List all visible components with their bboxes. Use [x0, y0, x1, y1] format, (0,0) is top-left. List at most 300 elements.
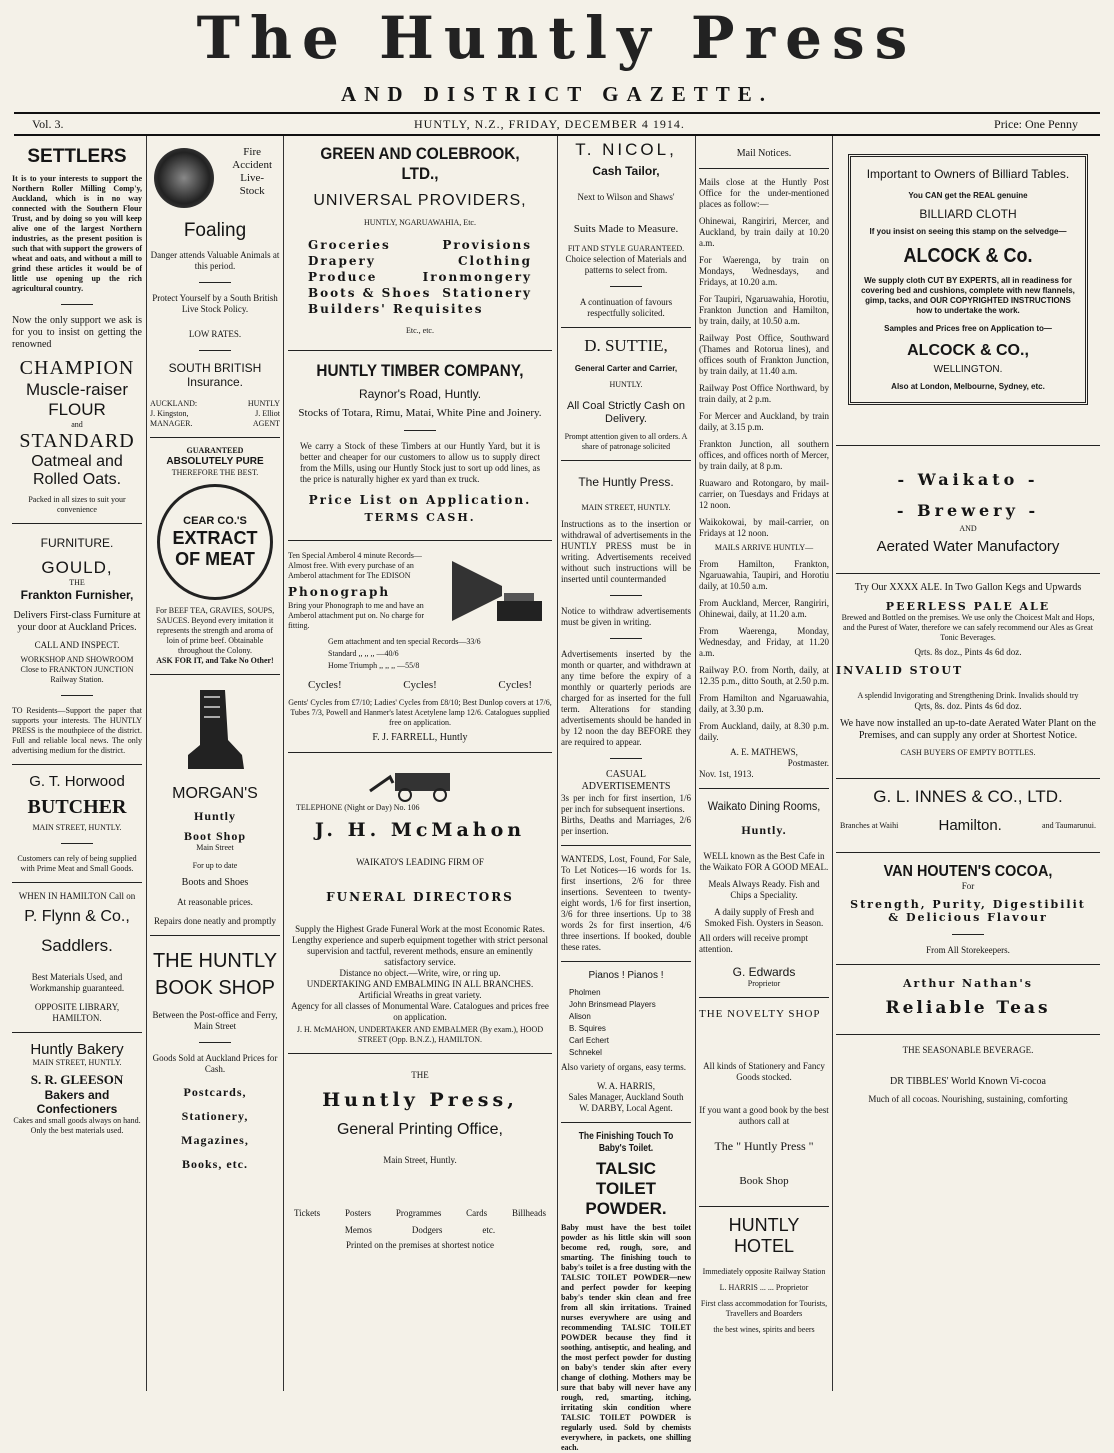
books-heading: Books, etc.: [182, 1157, 248, 1171]
samples-text: Samples and Prices free on Application to—: [884, 324, 1052, 333]
piano-list: [569, 988, 683, 1058]
divider: [699, 1206, 829, 1207]
divider: [61, 695, 93, 696]
masthead: [0, 0, 1114, 112]
uptodate-text: For up to date: [192, 861, 238, 870]
stationery-kinds: All kinds of Stationery and Fancy Goods stocked.: [703, 1061, 825, 1082]
darby-name: W. DARBY, Local Agent.: [579, 1103, 673, 1113]
rolled-oats-heading: Rolled Oats.: [32, 471, 122, 488]
van-houten-heading: VAN HOUTEN'S COCOA,: [883, 863, 1053, 880]
home-price: Home Triumph ,, ,, ,, —55/8: [328, 661, 420, 670]
volume-number: Vol. 3.: [32, 117, 64, 131]
column-rule: [146, 136, 147, 1391]
xxxx-ale-text: Try Our XXXX ALE. In Two Gallon Kegs and Upwards: [854, 582, 1082, 593]
produce-label: Produce: [308, 270, 378, 284]
waikato-heading: - Waikato -: [897, 470, 1039, 489]
brewery-heading: - Brewery -: [896, 501, 1040, 520]
well-known-text: WELL known as the Best Cafe in the Waikato FOR A GOOD MEAL.: [699, 851, 829, 872]
hearse-icon: [365, 763, 475, 803]
reliable-teas: Reliable Teas: [885, 998, 1051, 1018]
funeral-directors: FUNERAL DIRECTORS: [326, 890, 514, 904]
logo-line-3: OF MEAT: [175, 548, 255, 569]
divider: [150, 674, 280, 675]
bakers-heading: Bakers and: [44, 1088, 110, 1102]
inserted-text: Advertisements inserted by the month or quarter, and withdrawn at any time before the expiry of a monthly or quarterly periods are charged for as inserted for the full term. Alterations for standing advertisements should be handed in by 12 noon the day BEFORE they are required to appear.: [561, 649, 691, 747]
splendid-text: A splendid Invigorating and Strengthening Drink. Invalids should try: [857, 691, 1079, 700]
divider: [561, 327, 691, 328]
column-6: [836, 136, 1100, 1391]
divider: [12, 764, 142, 765]
coal-text: All Coal Strictly Cash on Delivery.: [567, 400, 685, 425]
aerated-heading: Aerated Water Manufactory: [876, 538, 1060, 555]
telephone-text: TELEPHONE (Night or Day) No. 106: [296, 803, 420, 812]
novelty-heading: THE NOVELTY SHOP: [699, 1008, 821, 1020]
price-list: Price List on Application.: [308, 493, 532, 507]
arrival-entry: From Auckland, daily, at 8.30 p.m. daily.: [699, 721, 829, 742]
mail-entry: Waikokowai, by mail-carrier, on Fridays at 12 noon.: [699, 517, 829, 538]
divider: [199, 282, 231, 283]
orders-text: All orders will receive prompt attention.: [699, 933, 808, 954]
when-in-hamilton: WHEN IN HAMILTON Call on: [18, 891, 136, 901]
divider: [150, 437, 280, 438]
phonograph-ad: [288, 551, 552, 631]
gould-heading: GOULD,: [41, 558, 113, 577]
arrival-entry: From Auckland, Mercer, Rangiriri, Ohinewai, daily, at 11.20 a.m.: [699, 598, 829, 619]
gleeson-heading: S. R. GLEESON: [30, 1072, 124, 1087]
morgan-huntly: Huntly: [193, 809, 236, 823]
the-huntly-heading: THE HUNTLY: [152, 950, 278, 972]
column-4: [561, 136, 691, 1452]
mail-entry: Frankton Junction, all southern offices, and offices north of Mercer, by train daily, at 8 p.m.: [699, 439, 829, 471]
universal-providers: UNIVERSAL PROVIDERS,: [313, 192, 527, 209]
column-3: [288, 136, 552, 1391]
divider: [288, 540, 552, 541]
carter-text: General Carter and Carrier,: [574, 364, 678, 373]
divider: [836, 573, 1100, 574]
hotel-accommodation: First class accommodation for Tourists, Travellers and Boarders: [700, 1299, 828, 1318]
delivers-text: Delivers First-class Furniture at your door at Auckland Prices.: [13, 610, 141, 633]
divider: [199, 1042, 231, 1043]
standard-price: Standard ,, ,, ,, —40/6: [328, 649, 399, 658]
book-shop-label: Book Shop: [739, 1175, 789, 1187]
reasonable-text: At reasonable prices.: [177, 897, 253, 907]
huntly-press-heading: Huntly Press,: [322, 1089, 518, 1111]
cards-label: Cards: [466, 1208, 488, 1218]
arrival-entry: From Hamilton and Ngaruawahia, daily, at 3.30 p.m.: [699, 693, 829, 714]
mail-heading: Mail Notices.: [736, 148, 792, 159]
next-to-text: Next to Wilson and Shaws': [577, 192, 675, 202]
divider: [61, 843, 93, 844]
cakes-text: Cakes and small goods always on hand. Only the best materials used.: [13, 1116, 141, 1135]
fish-supply: A daily supply of Fresh and Smoked Fish. Oysters in Season.: [704, 907, 824, 928]
ironmongery-label: Ironmongery: [422, 270, 532, 284]
divider: [404, 430, 436, 431]
divider: [952, 934, 984, 935]
cocoa-description: Much of all cocoas. Nourishing, sustaining, comforting: [868, 1094, 1068, 1104]
dining-huntly: Huntly.: [741, 823, 787, 837]
gem-price: Gem attachment and ten special Records—33/6: [328, 637, 481, 646]
distance-text: Distance no object.—Write, wire, or ring up.: [339, 968, 501, 978]
mail-entry: For Waerenga, by train on Mondays, Wednesdays, and Fridays, at 10.20 a.m.: [699, 255, 829, 287]
dateline-bar: [14, 112, 1100, 136]
empty-bottles: CASH BUYERS OF EMPTY BOTTLES.: [900, 748, 1036, 757]
casual-heading: CASUAL ADVERTISEMENTS: [581, 769, 671, 792]
printing-services-row-1: [294, 1208, 546, 1219]
piano-item: B. Squires: [569, 1024, 606, 1033]
supply-text: Supply the Highest Grade Funeral Work at the most Economic Rates.: [295, 924, 545, 934]
divider: [561, 961, 691, 962]
mails-close: Mails close at the Huntly Post Office for the under-mentioned places as follow:—: [699, 177, 829, 209]
issue-date: HUNTLY, N.Z., FRIDAY, DECEMBER 4 1914.: [414, 117, 685, 131]
arrive-heading: MAILS ARRIVE HUNTLY—: [714, 543, 814, 552]
variety-text: Also variety of organs, easy terms.: [561, 1062, 687, 1072]
seasonable-beverage: THE SEASONABLE BEVERAGE.: [902, 1045, 1034, 1055]
column-rule: [557, 136, 558, 1391]
muscle-raiser-heading: Muscle-raiser: [25, 380, 129, 399]
press-heading: The Huntly Press.: [578, 475, 674, 489]
mathews-name: A. E. MATHEWS,: [730, 747, 798, 757]
amberol-text: Ten Special Amberol 4 minute Records—Almost free. With every purchase of an Amberol attachment for The EDISON: [288, 551, 422, 580]
boot-icon: [180, 685, 250, 775]
divider: [12, 523, 142, 524]
agency-text: Agency for all classes of Monumental Ware. Catalogues and prices free on application.: [291, 1001, 549, 1022]
divider: [12, 882, 142, 883]
divider: [836, 445, 1100, 446]
divider: [699, 788, 829, 789]
also-at-text: Also at London, Melbourne, Sydney, etc.: [891, 382, 1045, 391]
south-british-heading: SOUTH BRITISH: [168, 361, 262, 375]
price: Price: One Penny: [994, 117, 1078, 131]
insist-text: If you insist on seeing this stamp on the selvedge—: [869, 227, 1067, 236]
printing-address: Main Street, Huntly.: [383, 1155, 457, 1165]
divider: [610, 638, 642, 639]
baby-text: Baby must have the best toilet powder as his little skin will soon become red, rough, sore, and smarting. The finishing touch to baby's toilet is a free dusting with the TALSIC TOILET POWDER—new and perfect powder for keeping baby's tender skin clean and free from all skin irritations. Trained nurses everywhere are using and recommending TALSIC TOILET POWDER because they find it soothing, antiseptic, and healing, and the most perfect powder for dusting on baby's tender skin after every change of clothing. Mothers may be sure that baby will never have any rough, red, smarting, itching, irritating skin condition where TALSIC TOILET POWDER is regularly used. Sold by chemists everywhere, in packets, one shilling each.: [561, 1223, 691, 1452]
etc-text: Etc., etc.: [406, 326, 434, 335]
logo-line-2: EXTRACT: [172, 527, 258, 548]
printing-office: General Printing Office,: [336, 1121, 503, 1138]
qrts-price: Qrts. 8s doz., Pints 4s 6d doz.: [914, 647, 1022, 657]
furniture-heading: FURNITURE.: [40, 536, 114, 550]
agent-label: AGENT: [252, 419, 280, 428]
extract-of-meat-logo: [157, 484, 273, 600]
huntly-label: HUNTLY: [247, 399, 280, 408]
piano-item: Schnekel: [569, 1048, 602, 1057]
bakery-heading: Huntly Bakery: [30, 1041, 124, 1058]
meals-text: Meals Always Ready. Fish and Chips a Speciality.: [708, 879, 820, 900]
hotel-proprietor: L. HARRIS ... ... Proprietor: [719, 1283, 809, 1292]
mail-entry: For Taupiri, Ngaruawahia, Horotiu, Frankton Junction and Hamilton, by train, daily, at 10.50 a.m.: [699, 294, 829, 326]
horwood-heading: G. T. Horwood: [29, 773, 125, 790]
phonograph-icon: [442, 551, 552, 631]
lengthy-text: Lengthy experience and superb equipment together with strict personal supervision and tactful, reverent methods, ensure an eminently satisfactory service.: [292, 935, 548, 967]
foaling-heading: Foaling: [183, 220, 247, 241]
insurance-header: [150, 146, 280, 210]
sunburst-logo-icon: [154, 148, 214, 208]
insurance-types: [232, 146, 272, 210]
mcmahon-heading: J. H. McMahon: [314, 819, 526, 841]
agents-row: [150, 399, 280, 429]
strength-text: Strength, Purity, Digestibilit: [850, 898, 1086, 911]
arrival-entry: From Hamilton, Frankton, Ngaruawahia, Taupiri, and Horotiu daily, at 10.50 a.m.: [699, 559, 829, 591]
logo-line-1: CEAR CO.'S: [183, 514, 247, 527]
timber-heading: HUNTLY TIMBER COMPANY,: [316, 361, 524, 380]
divider: [610, 286, 642, 287]
divider: [288, 752, 552, 753]
huntly-agent: [248, 399, 280, 429]
stock-label: Stock: [239, 185, 265, 197]
divider: [836, 964, 1100, 965]
installed-text: We have now installed an up-to-date Aerated Water Plant on the Premises, and can supply any order at Shortest Notice.: [840, 718, 1096, 741]
column-2: [150, 136, 280, 1391]
mail-entry: Railway Post Office Northward, by train daily, at 2 p.m.: [699, 383, 829, 404]
bring-text: Bring your Phonograph to me and have an Amberol attachment put on. No charge for fitting.: [288, 601, 425, 630]
wanteds-text: WANTEDS, Lost, Found, For Sale, To Let Notices—16 words for 1s. first insertions, 2/6 for three insertions. Seventeen to twenty-eight words, 1/6 for first insertion, 3/6 for three insertions. Up to 38 words 2s for first insertion, 4/6 three insertions. If booked, double these rates.: [561, 854, 691, 952]
qrts-price-2: Qrts, 8s. doz. Pints 4s 6d doz.: [914, 701, 1022, 711]
harris-name: W. A. HARRIS,: [597, 1081, 655, 1091]
insurance-heading: Insurance.: [186, 375, 244, 389]
innes-branches: [840, 817, 1096, 834]
supply-cloth-text: We supply cloth CUT BY EXPERTS, all in readiness for covering bed and cushions, complete with new flannels, gimp, tacks, and OUR COPYRIGHTED INSTRUCTIONS how to undertake the work.: [861, 276, 1075, 315]
bakery-address: MAIN STREET, HUNTLY.: [32, 1058, 122, 1067]
cycles-label: Cycles!: [308, 679, 342, 691]
morgan-heading: MORGAN'S: [172, 785, 258, 802]
accident-label: Accident: [232, 159, 272, 171]
suits-text: Suits Made to Measure.: [573, 223, 679, 235]
invalid-stout: INVALID STOUT: [836, 664, 964, 677]
column-rule: [695, 136, 696, 1391]
flour-heading: FLOUR: [48, 400, 106, 419]
billiard-title: Important to Owners of Billiard Tables.: [866, 167, 1070, 181]
divider: [836, 852, 1100, 853]
nicol-heading: T. NICOL,: [575, 140, 677, 159]
cycles-label: Cycles!: [498, 679, 532, 691]
stationery-label: Stationery: [442, 286, 532, 300]
programmes-label: Programmes: [395, 1208, 442, 1218]
mail-entry: Railway Post Office, Southward (Thames and Rotorua lines), and offices south of Frankton Junction, by train daily, at 11.40 a.m.: [699, 333, 829, 376]
divider: [836, 1034, 1100, 1035]
manager-label: MANAGER.: [150, 419, 193, 428]
wellington-text: WELLINGTON.: [933, 364, 1003, 375]
and-label: AND: [959, 524, 977, 533]
for-label: For: [961, 881, 975, 891]
press-address: MAIN STREET, HUNTLY.: [581, 503, 671, 512]
danger-text: Danger attends Valuable Animals at this period.: [150, 250, 280, 271]
divider: [150, 935, 280, 936]
talsic-heading: TALSIC: [595, 1159, 657, 1178]
frankton-furnisher: Frankton Furnisher,: [20, 588, 134, 602]
provisions-label: Provisions: [442, 238, 532, 252]
mail-entry: Ruawaro and Rotongaro, by mail-carrier, on Tuesdays and Fridays at 12 noon.: [699, 478, 829, 510]
confectioners-heading: Confectioners: [36, 1102, 118, 1116]
mail-entry: Ohinewai, Rangiriri, Mercer, and Auckland, by train daily at 10.20 a.m.: [699, 216, 829, 248]
brewed-text: Brewed and Bottled on the premises. We use only the Choicest Malt and Hops, and the Purest of Water, therefore we can safely recommend our Ales as Great Tonic Beverages.: [841, 613, 1095, 642]
casual-rate: 3s per inch for first insertion, 1/6 per inch for subsequent insertions.: [561, 793, 691, 814]
auckland-label: AUCKLAND:: [150, 399, 198, 408]
and-text: and: [71, 420, 83, 429]
low-rates: LOW RATES.: [188, 329, 242, 339]
finishing-heading: The Finishing Touch To Baby's Toilet.: [578, 1131, 674, 1154]
divider: [288, 350, 552, 351]
butcher-address: MAIN STREET, HUNTLY.: [32, 823, 122, 832]
settlers-body: It is to your interests to support the Northern Roller Milling Comp'y, Auckland, which is in no way connected with the Southern Flour Trust, and by doing so you will keep alive one of the largest Northern industries, as the present position is such that with support the growers of wheat and oats, and without a mill to grind these articles it would be of little use opening up the rich agricultural country.: [12, 174, 142, 293]
gents-cycles: Gents' Cycles from £7/10; Ladies' Cycles from £8/10; Best Dunlop covers at 17/6, Tubes 7/3, Powell and Hanmer's latest Acetylene lamp 12/6. Catalogues supplied free on application.: [288, 698, 552, 727]
nathan-heading: Arthur Nathan's: [903, 977, 1033, 990]
postcards-heading: Postcards,: [183, 1085, 247, 1099]
alcock-heading: ALCOCK & Co.: [903, 245, 1033, 267]
goods-text: Goods Sold at Auckland Prices for Cash.: [152, 1053, 278, 1074]
packed-text: Packed in all sizes to suit your convenience: [28, 495, 126, 514]
tickets-label: Tickets: [294, 1208, 321, 1218]
clothing-label: Clothing: [457, 254, 532, 268]
divider: [288, 1053, 552, 1054]
call-inspect: CALL AND INSPECT.: [34, 640, 120, 650]
can-get-text: You CAN get the REAL genuine: [908, 191, 1028, 200]
toilet-heading: TOILET: [595, 1179, 657, 1198]
arrival-entry: Railway P.O. from North, daily, at 12.35 p.m., ditto South, at 2.50 p.m.: [699, 665, 830, 686]
standard-heading: STANDARD: [19, 430, 135, 452]
want-book-text: If you want a good book by the best authors call at: [699, 1105, 829, 1126]
repairs-text: Repairs done neatly and promptly: [154, 916, 276, 926]
posters-label: Posters: [345, 1208, 372, 1218]
carry-text: We carry a Stock of these Timbers at our Huntly Yard, but it is better and cheaper for our customers to allow us to supply direct from the Mills, using our Huntly Stock just to sort up odd lines, as the price is naturally higher ex yard than ex truck.: [300, 441, 540, 484]
printing-services-row-2: [288, 1225, 552, 1236]
mail-entry: For Mercer and Auckland, by train daily, at 3.15 p.m.: [699, 411, 829, 432]
divider: [610, 758, 642, 759]
press-book-shop: The " Huntly Press ": [714, 1139, 814, 1153]
raynor-road: Raynor's Road, Huntly.: [358, 387, 482, 401]
saddlers-heading: Saddlers.: [41, 936, 113, 955]
arrival-entry: From Waerenga, Monday, Wednesday, and Friday, at 11.20 a.m.: [699, 626, 829, 658]
champion-heading: CHAMPION: [19, 357, 135, 379]
alcock-heading-2: ALCOCK & CO.,: [907, 342, 1029, 359]
materials-text: Best Materials Used, and Workmanship guaranteed.: [29, 972, 125, 993]
auckland-agent: [150, 399, 197, 429]
residents-text: TO Residents—Support the paper that supports your interests. The HUNTLY PRESS is the mouthpiece of the district. Full and reliable local news. The only advertising medium for the district.: [12, 706, 142, 755]
billheads-label: Billheads: [511, 1208, 546, 1218]
column-rule: [832, 136, 833, 1391]
piano-item: Carl Echert: [569, 1036, 610, 1045]
ask-text: ASK FOR IT, and Take No Other!: [156, 656, 274, 665]
stationery-heading: Stationery,: [181, 1109, 249, 1123]
divider: [61, 304, 93, 305]
book-shop-heading: BOOK SHOP: [154, 977, 276, 999]
livestock-label: Live-: [240, 172, 265, 184]
cash-tailor: Cash Tailor,: [592, 164, 660, 178]
dodgers-label: Dodgers: [411, 1225, 443, 1235]
printed-text: Printed on the premises at shortest notice: [346, 1240, 494, 1250]
stocks-text: Stocks of Totara, Rimu, Matai, White Pine and Joinery.: [298, 407, 542, 419]
hamilton-label: Hamilton.: [938, 817, 1002, 834]
newspaper-subtitle: AND DISTRICT GAZETTE.: [341, 82, 773, 106]
absolutely-pure: ABSOLUTELY PURE: [166, 456, 264, 467]
continuation-text: A continuation of favours respectfully solicited.: [579, 297, 673, 318]
fit-style: FIT AND STYLE GUARANTEED.: [567, 244, 685, 253]
pianos-heading: Pianos ! Pianos !: [588, 970, 664, 981]
groceries-label: Groceries: [308, 238, 391, 252]
terms-cash: TERMS CASH.: [364, 511, 476, 524]
support-text: Now the only support we ask is for you to insist on getting the renowned: [12, 315, 142, 350]
phonograph-heading: Phonograph: [288, 585, 391, 599]
beef-text: For BEEF TEA, GRAVIES, SOUPS, SAUCES. Beyond every imitation it represents the strength and aroma of loin of prime beef. Obtainable throughout the Colony.: [155, 606, 275, 655]
hotel-beverages: the best wines, spirits and beers: [713, 1325, 815, 1334]
opposite-library: OPPOSITE LIBRARY, HAMILTON.: [34, 1002, 120, 1023]
between-text: Between the Post-office and Ferry, Main Street: [152, 1010, 278, 1031]
divider: [610, 595, 642, 596]
billiard-cloth: BILLIARD CLOTH: [919, 207, 1017, 221]
divider: [699, 997, 829, 998]
the-label: THE: [411, 1070, 429, 1080]
mcmahon-address: J. H. McMAHON, UNDERTAKER AND EMBALMER (By exam.), HOOD STREET (Opp. B.N.Z.), HAMILTON.: [296, 1025, 544, 1044]
flynn-heading: P. Flynn & Co.,: [24, 908, 130, 925]
magazines-heading: Magazines,: [181, 1133, 249, 1147]
hotel-location: Immediately opposite Railway Station: [702, 1267, 826, 1276]
column-1: [12, 136, 142, 1391]
harris-role: Sales Manager, Auckland South: [568, 1092, 684, 1102]
oatmeal-heading: Oatmeal and: [31, 453, 123, 470]
settlers-heading: SETTLERS: [27, 146, 127, 167]
guaranteed-text: GUARANTEED: [186, 446, 244, 455]
powder-heading: POWDER.: [585, 1199, 667, 1218]
suttie-huntly: HUNTLY.: [609, 380, 643, 389]
boots-shoes-label: Boots & Shoes: [308, 286, 432, 300]
cycles-label: Cycles!: [403, 679, 437, 691]
divider: [699, 168, 829, 169]
choice-text: Choice selection of Materials and patterns to select from.: [565, 254, 687, 275]
drapery-label: Drapery: [308, 254, 376, 268]
divider: [561, 460, 691, 461]
branches-label: Branches at Waihi: [840, 820, 899, 830]
cycles-row: [308, 679, 532, 692]
branches-text: HUNTLY, NGARUAWAHIA, Etc.: [364, 218, 476, 227]
boots-shoes: Boots and Shoes: [181, 877, 249, 888]
divider: [12, 1032, 142, 1033]
therefore-text: THEREFORE THE BEST.: [171, 468, 259, 477]
the-text: THE: [69, 578, 85, 587]
edwards-role: Proprietor: [747, 979, 781, 988]
suttie-heading: D. SUTTIE,: [584, 336, 668, 355]
builders-label: Builders' Requisites: [308, 302, 484, 316]
postmaster-label: Postmaster.: [787, 758, 829, 768]
notice-text: Notice to withdraw advertisements must be given in writing.: [561, 606, 691, 627]
butcher-heading: BUTCHER: [27, 796, 127, 818]
protect-text: Protect Yourself by a South British Live Stock Policy.: [152, 293, 278, 314]
dining-heading: Waikato Dining Rooms,: [707, 799, 821, 813]
leading-firm: WAIKATO'S LEADING FIRM OF: [356, 857, 484, 867]
piano-item: Pholmen: [569, 988, 601, 997]
billiard-ad: [848, 154, 1088, 405]
instructions-text: Instructions as to the insertion or withdrawal of advertisements in the HUNTLY PRESS must be in writing. Advertisements received without such instructions will be inserted until countermanded: [561, 519, 691, 584]
piano-item: Alison: [569, 1012, 591, 1021]
edwards-name: G. Edwards: [732, 965, 796, 979]
column-5: [699, 136, 829, 1391]
undertaking-text: UNDERTAKING AND EMBALMING IN ALL BRANCHES.: [306, 979, 534, 989]
boot-shop-heading: Boot Shop: [183, 829, 247, 843]
prompt-text: Prompt attention given to all orders. A share of patronage solicited: [564, 432, 688, 451]
etc-label: etc.: [482, 1225, 496, 1235]
memos-label: Memos: [344, 1225, 372, 1235]
fire-label: Fire: [243, 146, 262, 158]
elliot-label: J. Elliot: [255, 409, 280, 418]
vi-cocoa-heading: DR TIBBLES' World Known Vi-cocoa: [890, 1076, 1046, 1087]
storekeepers-text: From All Storekeepers.: [926, 945, 1010, 955]
taumarunui-label: and Taumarunui.: [1042, 820, 1096, 830]
column-rule: [283, 136, 284, 1391]
piano-item: John Brinsmead Players: [569, 1000, 656, 1009]
green-colebrook-heading: GREEN AND COLEBROOK, LTD.,: [320, 144, 520, 183]
kingston-label: J. Kingston,: [150, 409, 189, 418]
divider: [561, 845, 691, 846]
newspaper-title: The Huntly Press: [196, 4, 918, 72]
